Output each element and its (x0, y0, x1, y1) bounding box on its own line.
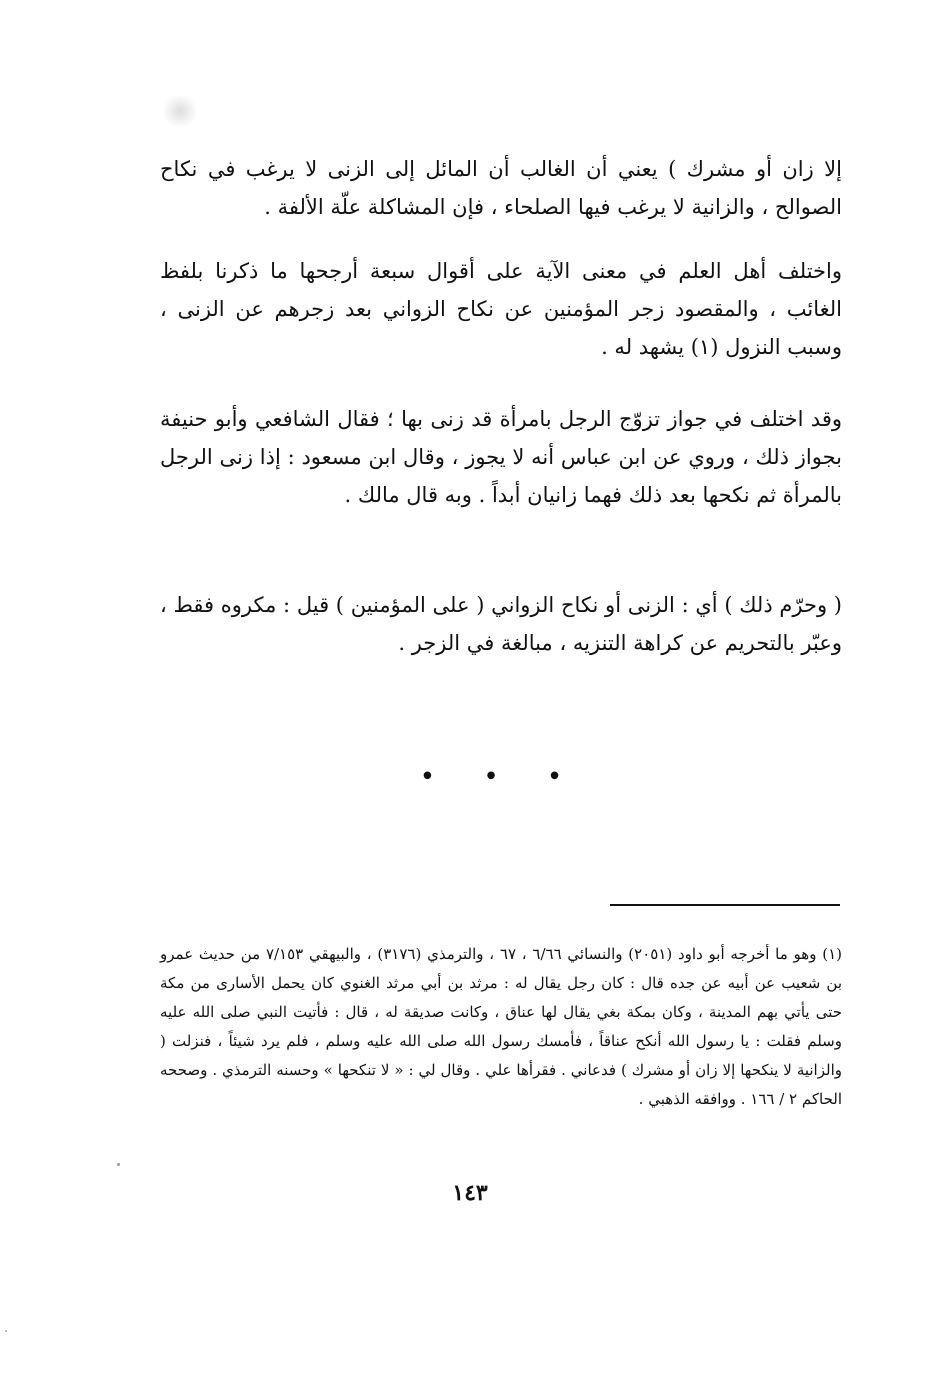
scan-speck (160, 96, 200, 126)
footnotes (160, 940, 842, 1114)
paragraph-2: واختلف أهل العلم في معنى الآية على أقوال سبعة أرجحها ما ذكرنا بلفظ الغائب ، والمقصود زجر المؤمنين عن نكاح الزواني بعد زجرهم عن الزنى ، وسبب النزول (١) يشهد له . (160, 259, 842, 359)
section-separator: • • • (419, 762, 583, 792)
paragraph-3: وقد اختلف في جواز تزوّج الرجل بامرأة قد زنى بها ؛ فقال الشافعي وأبو حنيفة بجواز ذلك ، وروي عن ابن عباس أنه لا يجوز ، وقال ابن مسعود : إذا زنى الرجل بالمرأة ثم نكحها بعد ذلك فهما زانيان أبداً . وبه قال مالك . (160, 407, 842, 507)
page-number: ١٤٣ (452, 1180, 488, 1206)
paragraph-1: إلا زان أو مشرك ) يعني أن الغالب أن المائل إلى الزنى لا يرغب في نكاح الصوالح ، والزانية لا يرغب فيها الصلحاء ، فإن المشاكلة علّة الألفة . (160, 157, 842, 219)
scan-dot (117, 1163, 120, 1166)
scan-dot (5, 1330, 7, 1332)
paragraph-4: ( وحرّم ذلك ) أي : الزنى أو نكاح الزواني ( على المؤمنين ) قيل : مكروه فقط ، وعبّر بالتحريم عن كراهة التنزيه ، مبالغة في الزجر . (160, 593, 842, 655)
footnote-rule (610, 904, 840, 906)
footnote-1: (١) وهو ما أخرجه أبو داود (٢٠٥١) والنسائي ٦/٦٦ ، ٦٧ ، والترمذي (٣١٧٦) ، والبيهقي ٧/١٥٣ من حديث عمرو بن شعيب عن أبيه عن جده قال : كان رجل يقال له : مرثد بن أبي مرثد الغنوي كان يحمل الأسارى من مكة حتى يأتي بهم المدينة ، وكان بمكة بغي يقال لها عناق ، وكانت صديقة له ، قال : فأتيت النبي صلى الله عليه وسلم فقلت : يا رسول الله أنكح عناقاً ، فأمسك رسول الله صلى الله عليه وسلم ، فلم يرد شيئاً ، فنزلت ( والزانية لا ينكحها إلا زان أو مشرك ) فدعاني . فقرأها علي . وقال لي : « لا تنكحها » وحسنه الترمذي . وصححه الحاكم ٢ / ١٦٦ . ووافقه الذهبي . (160, 945, 842, 1108)
